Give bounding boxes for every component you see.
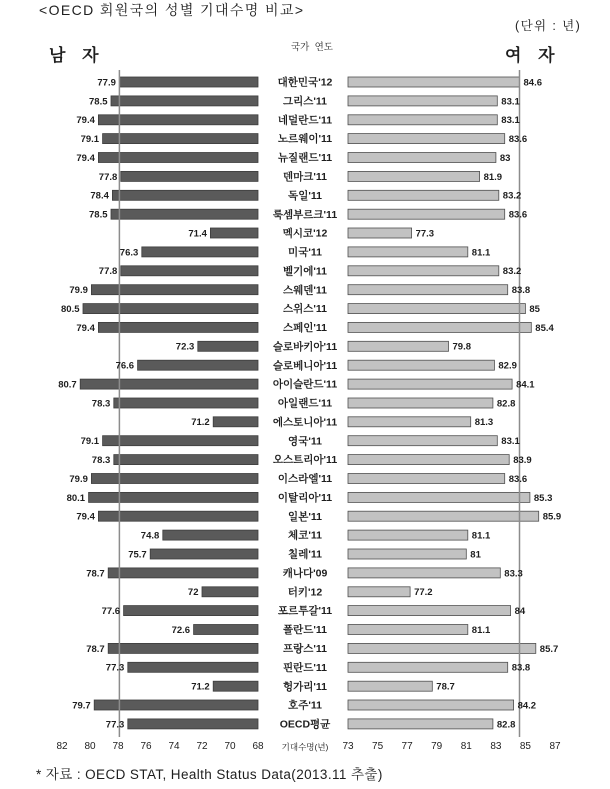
female-bar	[348, 492, 530, 502]
female-bar	[348, 341, 449, 351]
male-bar	[91, 474, 258, 484]
category-label: 슬로바키아'11	[272, 340, 338, 353]
right-axis-tick-label: 77	[401, 741, 413, 752]
female-bar	[348, 209, 505, 219]
female-bar	[348, 379, 512, 389]
male-bar	[98, 153, 258, 163]
male-value-label: 79.9	[69, 285, 88, 297]
left-axis-tick-label: 78	[112, 741, 124, 752]
category-label: 캐나다'09	[282, 567, 328, 580]
female-value-label: 84.6	[523, 77, 542, 89]
male-value-label: 77.9	[97, 77, 116, 89]
female-bar	[348, 511, 539, 521]
female-value-label: 81	[470, 549, 481, 561]
male-bar	[111, 96, 258, 106]
male-value-label: 71.2	[191, 681, 210, 693]
male-bar	[83, 304, 258, 314]
male-bar	[112, 190, 258, 200]
category-label: 오스트리아'11	[272, 454, 338, 467]
female-bar	[348, 304, 525, 314]
female-bar	[348, 228, 412, 238]
category-label: 프랑스'11	[282, 643, 328, 655]
category-label: 칠레'11	[288, 548, 322, 561]
left-axis-tick-label: 82	[56, 741, 68, 752]
male-value-label: 78.7	[86, 643, 105, 655]
female-bar	[348, 77, 520, 87]
category-label: 룩셈부르크'11	[272, 208, 338, 221]
x-axis-label: 기대수명(년)	[281, 742, 329, 752]
female-bar	[348, 322, 531, 332]
category-label: 슬로베니아'11	[272, 359, 338, 372]
male-value-label: 79.1	[80, 134, 100, 145]
right-axis-tick-label: 75	[372, 741, 384, 752]
female-value-label: 83.1	[501, 436, 520, 448]
male-value-label: 80.7	[58, 379, 77, 391]
male-bar	[98, 322, 258, 332]
female-bar	[348, 247, 468, 257]
male-bar	[103, 134, 258, 144]
category-column-header: 국가 연도	[291, 42, 333, 53]
male-value-label: 78.5	[89, 96, 108, 108]
male-value-label: 78.5	[89, 209, 108, 221]
female-bar	[348, 530, 468, 540]
category-label: 폴란드'11	[282, 624, 328, 637]
unit-note: (단위 : 년)	[515, 19, 582, 33]
female-value-label: 81.1	[471, 530, 491, 542]
male-value-label: 78.7	[86, 568, 105, 580]
female-value-label: 83.2	[502, 266, 522, 278]
right-axis-tick-label: 85	[519, 741, 531, 752]
male-series-header: 남 자	[49, 46, 105, 65]
male-bar	[124, 606, 258, 616]
category-label: 아일랜드'11	[277, 397, 333, 410]
male-bar	[114, 398, 258, 408]
category-label: 미국'11	[288, 246, 322, 259]
female-bar	[348, 568, 500, 578]
category-label: 벨기에'11	[282, 265, 328, 278]
male-value-label: 79.4	[76, 115, 95, 127]
category-label: 덴마크'11	[282, 171, 328, 183]
category-label: 터키'12	[287, 586, 323, 599]
chart-title: <OECD 회원국의 성별 기대수명 비교>	[39, 2, 305, 18]
right-axis-tick-label: 83	[490, 741, 502, 752]
male-value-label: 78.3	[91, 398, 111, 410]
female-value-label: 83.6	[508, 134, 528, 145]
female-value-label: 83.1	[501, 96, 520, 108]
category-label: 핀란드'11	[282, 661, 328, 674]
female-bar	[348, 606, 511, 616]
female-bar	[348, 171, 480, 181]
female-bar	[348, 436, 497, 446]
female-bar	[348, 96, 497, 106]
category-label: 네덜란드'11	[277, 114, 333, 127]
female-value-label: 85.3	[533, 492, 553, 504]
female-bar	[348, 153, 496, 163]
female-bar	[348, 190, 499, 200]
male-bar	[150, 549, 258, 559]
left-axis-tick-label: 68	[252, 741, 264, 752]
female-value-label: 83	[499, 152, 511, 164]
male-value-label: 79.4	[76, 511, 95, 523]
category-label: 뉴질랜드'11	[277, 152, 333, 165]
female-value-label: 85.4	[535, 322, 554, 334]
male-value-label: 72	[187, 587, 199, 599]
female-value-label: 83.9	[513, 455, 532, 466]
category-label: OECD평균	[279, 718, 331, 731]
category-label: 체코'11	[288, 529, 322, 542]
female-bar	[348, 549, 466, 559]
category-label: 그리스'11	[282, 95, 328, 108]
male-value-label: 80.5	[61, 304, 80, 315]
male-value-label: 77.8	[98, 266, 118, 278]
female-value-label: 84.2	[517, 700, 537, 712]
male-bar	[138, 360, 258, 370]
female-value-label: 85.9	[542, 511, 562, 523]
male-value-label: 77.3	[105, 719, 125, 731]
male-bar	[98, 115, 258, 125]
male-bar	[108, 568, 258, 578]
female-value-label: 78.7	[436, 681, 455, 693]
female-bar	[348, 625, 468, 635]
female-value-label: 82.9	[498, 360, 517, 372]
category-label: 에스토니아'11	[272, 416, 338, 429]
male-bar	[202, 587, 258, 597]
category-label: 대한민국'12	[277, 76, 333, 89]
female-value-label: 83.8	[511, 285, 531, 297]
female-value-label: 82.8	[496, 719, 516, 731]
male-value-label: 77.8	[98, 171, 118, 183]
male-value-label: 71.2	[191, 417, 210, 429]
right-axis-tick-label: 87	[549, 741, 561, 752]
category-label: 스웨덴'11	[282, 284, 328, 297]
female-bar	[348, 134, 505, 144]
male-bar	[89, 492, 258, 502]
right-axis-tick-label: 73	[342, 741, 354, 752]
category-label: 아이슬란드'11	[272, 378, 338, 391]
female-value-label: 83.6	[508, 209, 528, 221]
female-value-label: 81.1	[471, 624, 491, 636]
category-label: 독일'11	[288, 189, 322, 202]
female-value-label: 81.1	[471, 247, 491, 259]
male-value-label: 76.3	[119, 247, 139, 259]
male-bar	[80, 379, 258, 389]
left-axis-tick-label: 74	[168, 741, 180, 752]
category-label: 일본'11	[288, 510, 322, 523]
female-value-label: 81.3	[474, 417, 494, 429]
male-value-label: 78.3	[91, 455, 111, 466]
male-value-label: 79.7	[72, 700, 91, 712]
male-value-label: 79.1	[80, 436, 100, 448]
male-value-label: 79.4	[76, 152, 95, 164]
male-value-label: 80.1	[66, 492, 86, 504]
female-value-label: 82.8	[496, 398, 516, 410]
female-value-label: 77.2	[414, 587, 433, 599]
left-axis-tick-label: 70	[224, 741, 236, 752]
male-bar	[128, 662, 258, 672]
source-note: * 자료 : OECD STAT, Health Status Data(2013.11 추출)	[36, 767, 383, 782]
male-bar	[103, 436, 258, 446]
male-value-label: 75.7	[128, 549, 147, 561]
male-bar	[91, 285, 258, 295]
male-bar	[210, 228, 258, 238]
category-label: 스페인'11	[282, 322, 328, 334]
male-value-label: 71.4	[188, 228, 207, 240]
female-bar	[348, 700, 514, 710]
category-label: 이스라엘'11	[277, 473, 333, 486]
left-axis-tick-label: 76	[140, 741, 152, 752]
female-bar	[348, 398, 493, 408]
female-bar	[348, 681, 432, 691]
category-label: 호주'11	[288, 699, 322, 712]
male-value-label: 79.4	[76, 322, 95, 334]
male-bar	[98, 511, 258, 521]
male-value-label: 77.6	[101, 606, 121, 617]
male-bar	[128, 719, 258, 729]
female-value-label: 77.3	[415, 228, 435, 240]
female-bar	[348, 719, 493, 729]
male-bar	[119, 77, 258, 87]
female-value-label: 84.1	[516, 379, 535, 391]
category-label: 노르웨이'11	[277, 133, 333, 146]
male-value-label: 79.9	[69, 473, 88, 485]
male-bar	[142, 247, 258, 257]
category-label: 영국'11	[288, 435, 322, 448]
category-label: 헝가리'11	[282, 680, 328, 693]
female-bar	[348, 360, 494, 370]
male-bar	[121, 171, 258, 181]
female-bar	[348, 455, 509, 465]
category-label: 이탈리아'11	[277, 492, 333, 504]
male-bar	[213, 681, 258, 691]
category-label: 스위스'11	[282, 303, 328, 316]
female-series-header: 여 자	[505, 46, 561, 65]
male-bar	[111, 209, 258, 219]
category-label: 포르투갈'11	[277, 605, 333, 618]
female-bar	[348, 266, 499, 276]
left-axis-tick-label: 80	[84, 741, 96, 752]
category-label: 멕시코'12	[282, 227, 328, 240]
male-bar	[121, 266, 258, 276]
right-axis-tick-label: 79	[431, 741, 443, 752]
female-value-label: 83.2	[502, 190, 522, 202]
female-value-label: 85	[529, 304, 540, 315]
female-bar	[348, 643, 536, 653]
female-value-label: 83.1	[501, 115, 520, 127]
female-value-label: 81.9	[483, 171, 503, 183]
female-value-label: 83.8	[511, 662, 531, 674]
female-bar	[348, 115, 497, 125]
male-value-label: 74.8	[140, 530, 160, 542]
male-value-label: 72.3	[175, 341, 195, 353]
male-value-label: 77.3	[105, 662, 125, 674]
male-value-label: 76.6	[115, 360, 135, 372]
male-bar	[198, 341, 258, 351]
male-bar	[163, 530, 258, 540]
male-value-label: 72.6	[171, 624, 191, 636]
male-bar	[194, 625, 258, 635]
female-bar	[348, 662, 508, 672]
female-bar	[348, 474, 505, 484]
female-bar	[348, 587, 410, 597]
right-axis-tick-label: 81	[460, 741, 472, 752]
left-axis-tick-label: 72	[196, 741, 208, 752]
male-bar	[108, 643, 258, 653]
female-bar	[348, 285, 508, 295]
female-value-label: 83.6	[508, 473, 528, 485]
female-value-label: 85.7	[539, 643, 559, 655]
male-value-label: 78.4	[90, 190, 109, 202]
female-value-label: 83.3	[504, 568, 523, 580]
male-bar	[213, 417, 258, 427]
male-bar	[114, 455, 258, 465]
female-value-label: 79.8	[452, 341, 471, 353]
female-value-label: 84	[514, 606, 526, 617]
female-bar	[348, 417, 471, 427]
